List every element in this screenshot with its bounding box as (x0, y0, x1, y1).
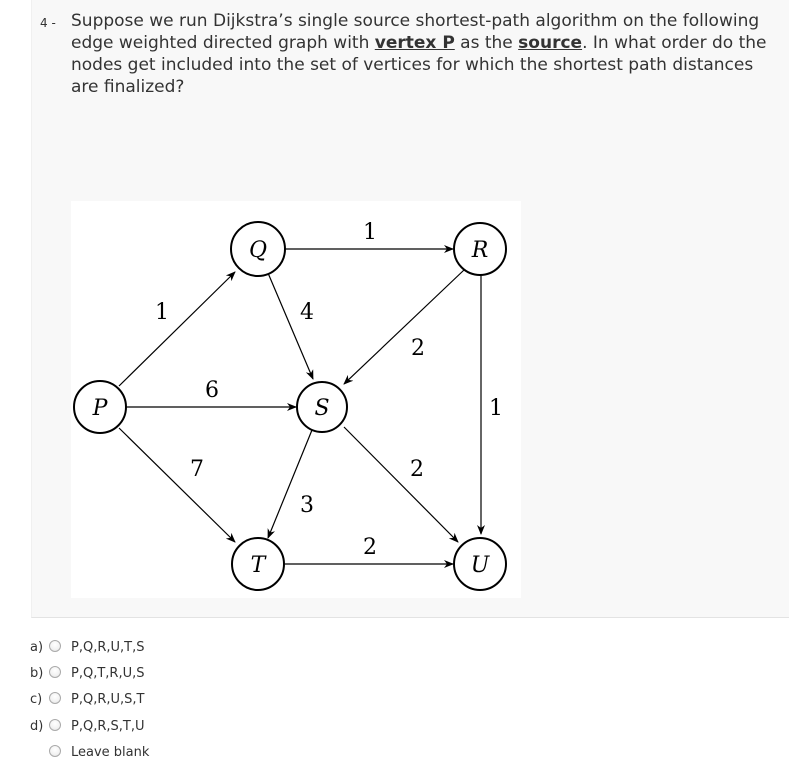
graph-svg (71, 201, 521, 598)
question-text-bold-source: source (518, 33, 583, 53)
edge-S-T (268, 430, 312, 538)
edge-P-T (119, 428, 235, 542)
weight-S-T: 3 (300, 493, 314, 518)
question-text-part2: as the (454, 33, 519, 53)
radio-button[interactable] (49, 666, 61, 678)
weight-Q-S: 4 (300, 300, 314, 325)
edge-P-Q (119, 272, 235, 386)
option-leave-blank[interactable] (0, 741, 300, 763)
option-b[interactable] (0, 662, 300, 684)
edge-S-U (344, 427, 458, 542)
weight-P-T: 7 (190, 457, 204, 482)
edge-Q-S (268, 273, 313, 379)
question-text (71, 10, 776, 98)
option-d[interactable] (0, 715, 300, 737)
question-text-part1: Suppose we run Dijkstra’s single source shortest-path algorithm on the following edge weighted directed graph with (71, 11, 760, 53)
weight-P-Q: 1 (155, 300, 169, 325)
weight-R-S: 2 (411, 336, 425, 361)
radio-button[interactable] (49, 640, 61, 652)
weight-S-U: 2 (410, 457, 424, 482)
weight-R-U: 1 (489, 396, 503, 421)
edge-R-S (344, 270, 464, 384)
question-number: 4 - (40, 16, 56, 30)
option-letter: a) (30, 640, 44, 655)
option-label[interactable]: P,Q,R,U,T,S (71, 640, 145, 655)
option-letter: c) (30, 692, 43, 707)
weight-P-S: 6 (205, 378, 219, 403)
option-label[interactable]: P,Q,R,U,S,T (71, 692, 145, 707)
node-label-R: R (471, 238, 489, 263)
node-label-P: P (92, 396, 108, 421)
node-label-U: U (470, 553, 490, 578)
graph-figure (71, 201, 521, 598)
node-label-S: S (314, 396, 330, 421)
option-label[interactable]: P,Q,R,S,T,U (71, 719, 145, 734)
option-label[interactable]: Leave blank (71, 745, 150, 760)
question-text-bold-source-vertex: vertex P (374, 33, 455, 53)
radio-button[interactable] (49, 692, 61, 704)
node-label-T: T (250, 553, 266, 578)
radio-button[interactable] (49, 745, 61, 757)
weight-Q-R: 1 (363, 220, 377, 245)
radio-button[interactable] (49, 719, 61, 731)
option-c[interactable] (0, 688, 300, 710)
weight-T-U: 2 (363, 535, 377, 560)
option-letter: b) (30, 666, 44, 681)
question-text-part3: . In what order do the nodes get included into the set of vertices for which the shortest path distances are finalized? (71, 33, 767, 97)
node-label-Q: Q (248, 238, 268, 263)
option-a[interactable] (0, 636, 300, 658)
option-label[interactable]: P,Q,T,R,U,S (71, 666, 145, 681)
option-letter: d) (30, 719, 44, 734)
